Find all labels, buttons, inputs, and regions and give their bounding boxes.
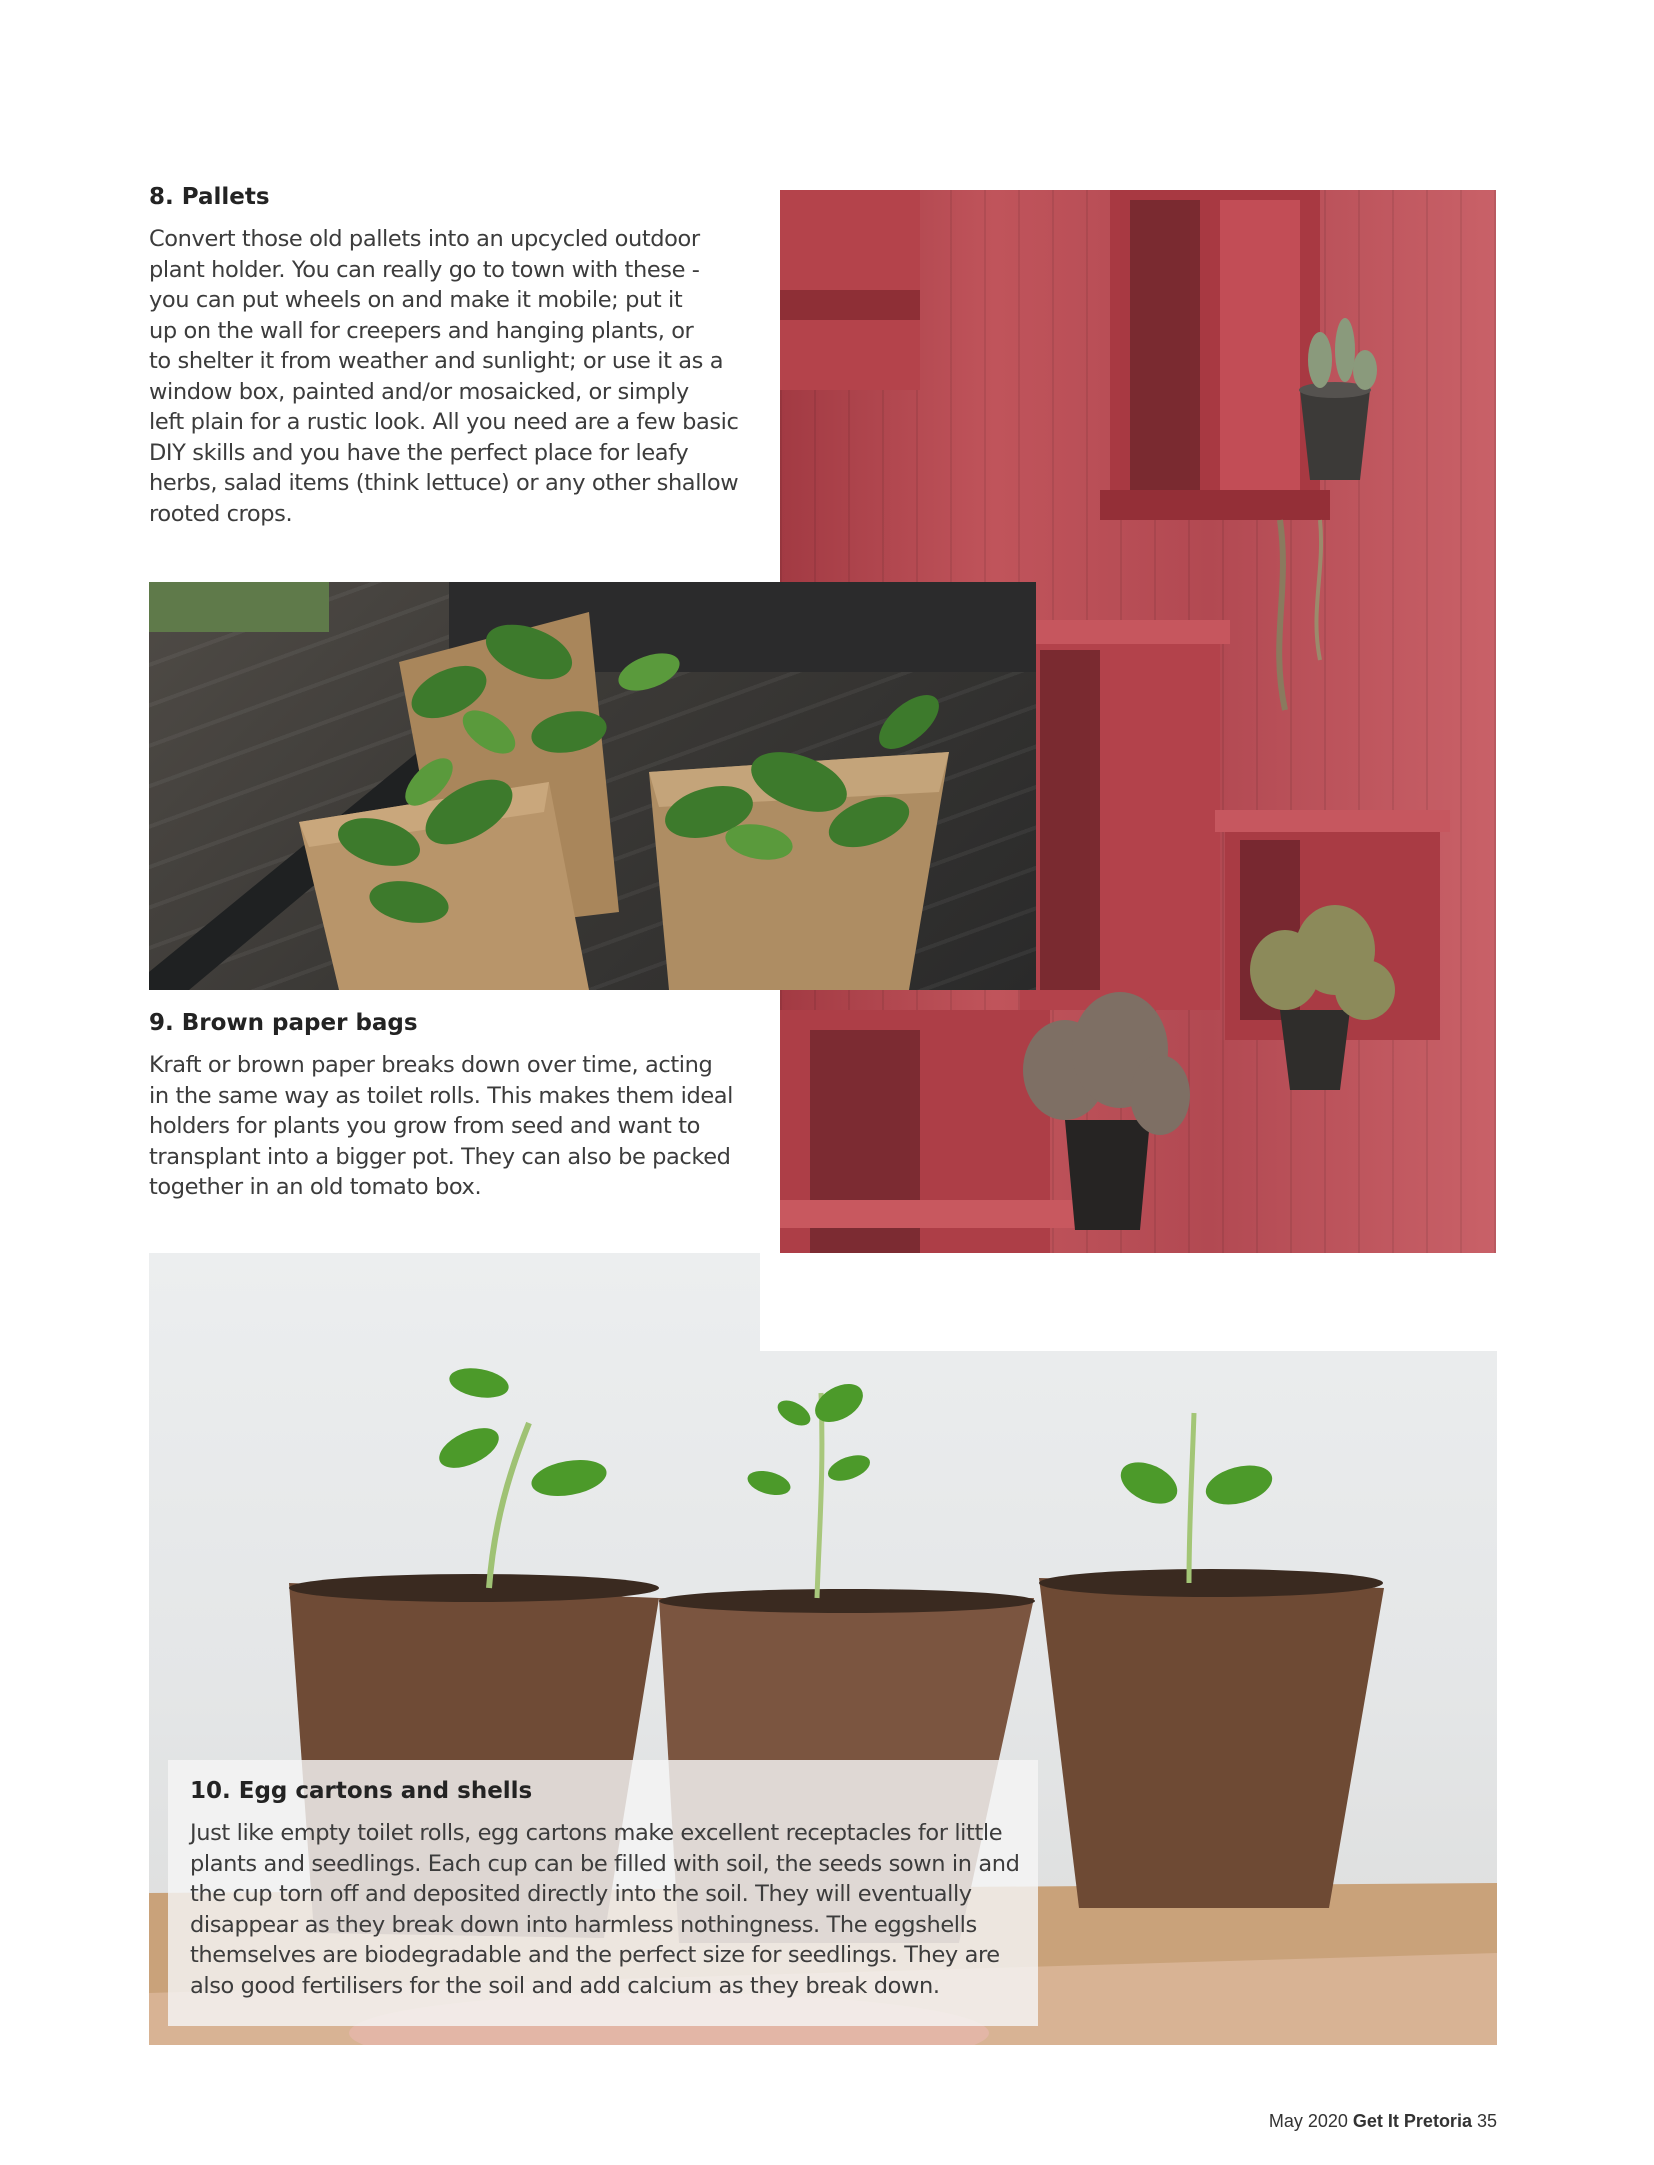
page-footer <box>1269 2111 1497 2132</box>
paper-bags-illustration <box>149 582 1036 990</box>
paper-bags-photo <box>149 582 1036 990</box>
text-line: themselves are biodegradable and the perfect size for seedlings. They are <box>190 1942 1000 1968</box>
text-line: Kraft or brown paper breaks down over time, acting <box>149 1052 713 1078</box>
section-body <box>149 1050 759 1203</box>
section-body <box>149 224 759 529</box>
text-line: plants and seedlings. Each cup can be filled with soil, the seeds sown in and <box>190 1850 1020 1877</box>
text-line: left plain for a rustic look. All you need are a few basic <box>149 409 739 435</box>
text-line: transplant into a bigger pot. They can also be packed <box>149 1143 731 1170</box>
section-heading: 10. Egg cartons and shells <box>190 1778 533 1804</box>
text-line: DIY skills and you have the perfect place for leafy <box>149 439 689 466</box>
text-line: to shelter it from weather and sunlight; or use it as a <box>149 348 724 374</box>
text-line: window box, painted and/or mosaicked, or simply <box>149 378 689 405</box>
section-pallets <box>149 184 759 529</box>
text-line: in the same way as toilet rolls. This makes them ideal <box>149 1082 734 1109</box>
text-line: rooted crops. <box>149 500 293 527</box>
text-line: Convert those old pallets into an upcycled outdoor <box>149 226 700 252</box>
text-line: disappear as they break down into harmless nothingness. The eggshells <box>190 1911 977 1938</box>
section-egg-cartons <box>190 1778 1030 2001</box>
publication-name: Get It Pretoria <box>1352 2111 1472 2131</box>
section-heading: 9. Brown paper bags <box>149 1010 418 1036</box>
text-line: holders for plants you grow from seed and want to <box>149 1113 700 1139</box>
text-line: up on the wall for creepers and hanging plants, or <box>149 317 694 344</box>
layout-white-block <box>760 1253 1497 1351</box>
text-line: you can put wheels on and make it mobile; put it <box>149 287 683 313</box>
egg-cartons-caption-box <box>168 1760 1038 2026</box>
text-line: herbs, salad items (think lettuce) or any other shallow <box>149 470 739 496</box>
text-line: the cup torn off and deposited directly into the soil. They will eventually <box>190 1881 972 1907</box>
text-line: Just like empty toilet rolls, egg cartons make excellent receptacles for little <box>190 1820 1003 1846</box>
page-number: 35 <box>1476 2111 1497 2131</box>
text-line: also good fertilisers for the soil and add calcium as they break down. <box>190 1972 940 1999</box>
text-line: together in an old tomato box. <box>149 1174 482 1200</box>
section-body <box>190 1818 1030 2001</box>
issue-date: May 2020 <box>1268 2111 1348 2131</box>
section-heading: 8. Pallets <box>149 184 270 210</box>
section-brown-paper-bags <box>149 1010 759 1203</box>
text-line: plant holder. You can really go to town with these - <box>149 256 700 283</box>
